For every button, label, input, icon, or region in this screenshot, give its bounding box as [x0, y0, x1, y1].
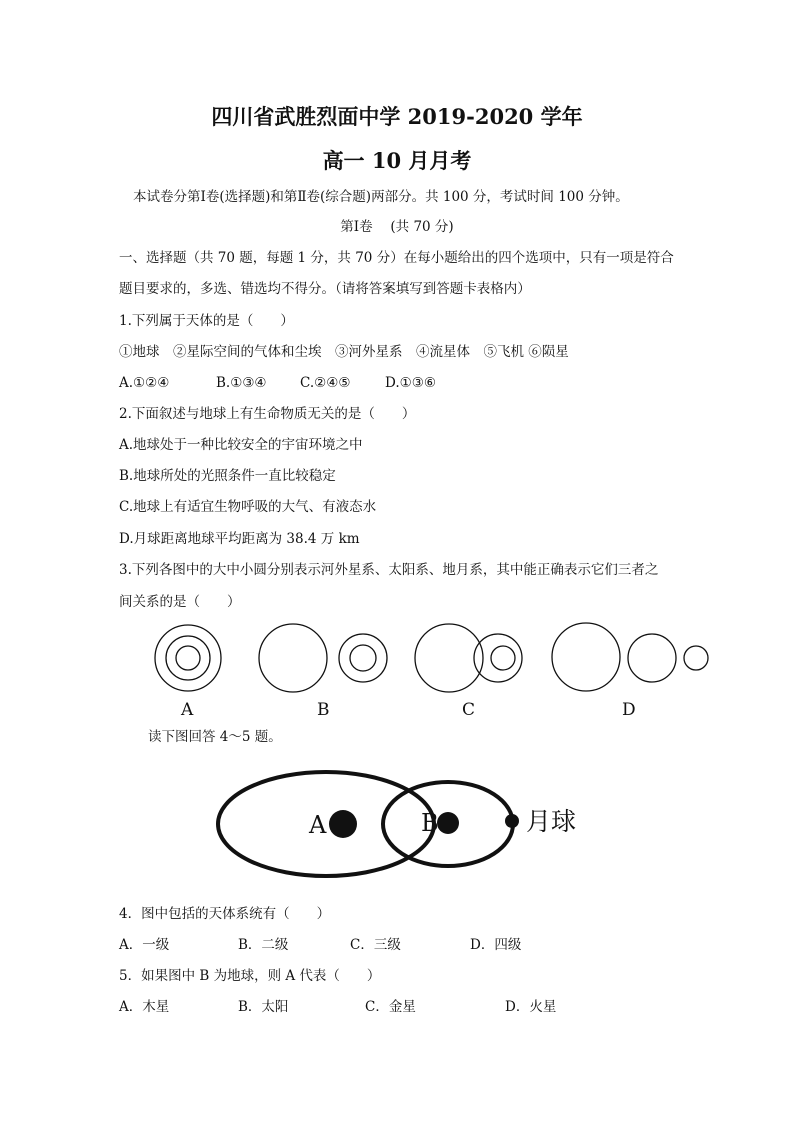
- figure-c-large-circle: [415, 624, 483, 692]
- q4-option-b: B．二级: [238, 937, 289, 953]
- section-heading: 第Ⅰ卷 (共 70 分): [340, 219, 454, 235]
- q5-option-b: B．太阳: [238, 999, 289, 1015]
- orbit-label-moon: 月球: [526, 807, 577, 836]
- orbit-label-b: B: [421, 809, 439, 837]
- q2-option-a: A.地球处于一种比较安全的宇宙环境之中: [119, 437, 363, 453]
- q4-option-c: C．三级: [350, 937, 401, 953]
- instructions-line1: 一、选择题（共 70 题，每题 1 分，共 70 分）在每小题给出的四个选项中，只有一项是符合: [119, 250, 674, 266]
- body-a: [329, 810, 357, 838]
- q2-option-b: B.地球所处的光照条件一直比较稳定: [119, 468, 336, 484]
- exam-title: 四川省武胜烈面中学 2019-2020 学年: [211, 104, 583, 129]
- figure-d-large-circle: [552, 623, 620, 691]
- figure-a-small-circle: [176, 646, 200, 670]
- q3-stem-line1: 3.下列各图中的大中小圆分别表示河外星系、太阳系、地月系，其中能正确表示它们三者之: [119, 562, 659, 578]
- q5-option-d: D．火星: [505, 999, 557, 1015]
- exam-intro: 本试卷分第Ⅰ卷(选择题)和第Ⅱ卷(综合题)两部分。共 100 分，考试时间 100 分钟。: [133, 189, 629, 205]
- figure-label-c: C: [462, 700, 476, 720]
- body-b: [437, 812, 459, 834]
- figure2-intro: 读下图回答 4～5 题。: [148, 729, 282, 745]
- exam-subtitle: 高一 10 月月考: [322, 148, 472, 173]
- figure-b-medium-circle: [339, 634, 387, 682]
- q2-stem: 2.下面叙述与地球上有生命物质无关的是（ ）: [119, 406, 416, 422]
- orbit-diagram: [0, 755, 794, 895]
- q5-stem: 5．如果图中 B 为地球，则 A 代表（ ）: [119, 968, 381, 984]
- q2-option-c: C.地球上有适宜生物呼吸的大气、有液态水: [119, 499, 377, 515]
- q5-option-a: A．木星: [119, 999, 170, 1015]
- q3-stem-line2: 间关系的是（ ）: [119, 594, 241, 610]
- q1-items: ①地球 ②星际空间的气体和尘埃 ③河外星系 ④流星体 ⑤飞机 ⑥陨星: [119, 344, 569, 360]
- figure-a-large-circle: [155, 625, 221, 691]
- figure-d-medium-circle: [628, 634, 676, 682]
- circles-figure: [0, 615, 794, 715]
- body-moon: [505, 814, 519, 828]
- q4-option-d: D．四级: [470, 937, 522, 953]
- q5-option-c: C．金星: [365, 999, 416, 1015]
- figure-label-a: A: [181, 700, 194, 720]
- figure-a-medium-circle: [166, 636, 210, 680]
- q4-stem: 4．图中包括的天体系统有（ ）: [119, 906, 331, 922]
- q1-option-d: D.①③⑥: [385, 375, 436, 391]
- figure-b-large-circle: [259, 624, 327, 692]
- figure-d-small-circle: [684, 646, 708, 670]
- q2-option-d: D.月球距离地球平均距离为 38.4 万 km: [119, 531, 360, 547]
- q1-option-c: C.②④⑤: [300, 375, 351, 391]
- figure-label-d: D: [622, 700, 636, 720]
- figure-c-small-circle: [491, 646, 515, 670]
- figure-b-small-circle: [350, 645, 376, 671]
- q1-option-a: A.①②④: [119, 375, 170, 391]
- q4-option-a: A．一级: [119, 937, 170, 953]
- figure-label-b: B: [317, 700, 330, 720]
- q1-option-b: B.①③④: [216, 375, 267, 391]
- orbit-label-a: A: [309, 811, 327, 839]
- q1-stem: 1.下列属于天体的是（ ）: [119, 313, 294, 329]
- instructions-line2: 题目要求的，多选、错选均不得分。（请将答案填写到答题卡表格内）: [119, 281, 531, 297]
